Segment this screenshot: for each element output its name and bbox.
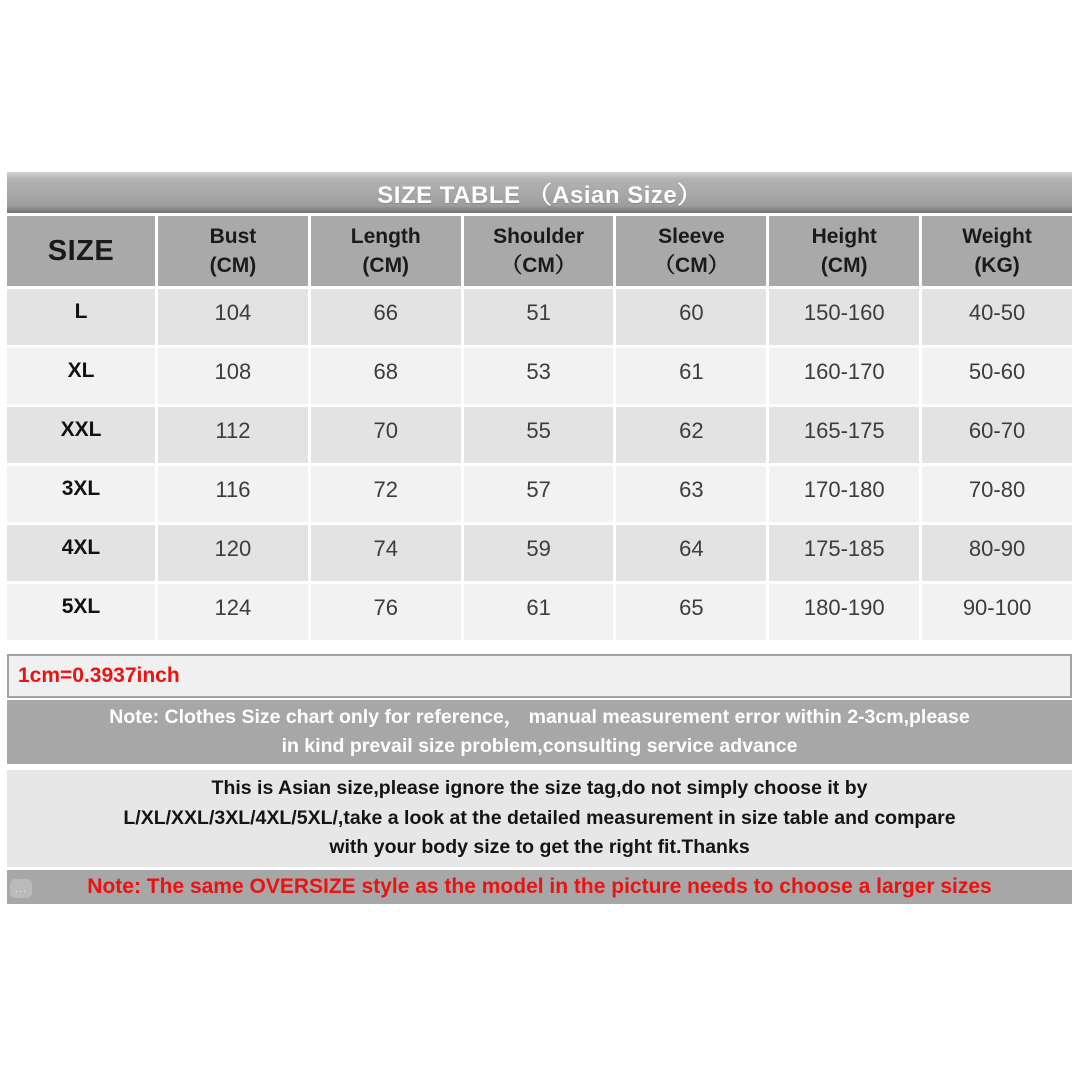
size-table-title-bar xyxy=(7,172,1072,213)
size-table xyxy=(7,216,1072,640)
header-unit: (CM) xyxy=(820,254,868,277)
header-unit: （CM） xyxy=(654,254,729,277)
size-cell: 5XL xyxy=(7,584,155,640)
size-cell: 3XL xyxy=(7,466,155,522)
oversize-note-bar xyxy=(7,870,1072,904)
header-label: Weight xyxy=(962,225,1032,248)
cm-inch-conversion-text: 1cm=0.3937inch xyxy=(18,664,180,687)
asian-size-note-block xyxy=(7,770,1072,867)
size-chart-sheet xyxy=(7,172,1072,904)
value-cell: 90-100 xyxy=(922,584,1072,640)
value-cell: 160-170 xyxy=(769,348,919,404)
oversize-note-text: Note: The same OVERSIZE style as the model in the picture needs to choose a larger sizes xyxy=(87,875,992,898)
value-cell: 104 xyxy=(158,289,308,345)
header-cell-weight xyxy=(922,216,1072,286)
header-unit: (CM) xyxy=(362,254,410,277)
value-cell: 60 xyxy=(616,289,766,345)
value-cell: 72 xyxy=(311,466,461,522)
header-cell-shoulder xyxy=(464,216,614,286)
value-cell: 80-90 xyxy=(922,525,1072,581)
size-cell: XXL xyxy=(7,407,155,463)
value-cell: 120 xyxy=(158,525,308,581)
value-cell: 112 xyxy=(158,407,308,463)
value-cell: 61 xyxy=(464,584,614,640)
value-cell: 74 xyxy=(311,525,461,581)
value-cell: 68 xyxy=(311,348,461,404)
header-label: Shoulder xyxy=(493,225,585,248)
value-cell: 60-70 xyxy=(922,407,1072,463)
reference-note-line: Note: Clothes Size chart only for reference， manual measurement error within 2-3cm,please xyxy=(109,706,970,728)
header-label: Length xyxy=(350,225,421,248)
header-cell-bust xyxy=(158,216,308,286)
value-cell: 50-60 xyxy=(922,348,1072,404)
reference-note-bar xyxy=(7,700,1072,764)
asian-size-note-line: This is Asian size,please ignore the size tag,do not simply choose it by xyxy=(211,777,868,800)
value-cell: 51 xyxy=(464,289,614,345)
value-cell: 170-180 xyxy=(769,466,919,522)
value-cell: 180-190 xyxy=(769,584,919,640)
value-cell: 165-175 xyxy=(769,407,919,463)
header-cell-height xyxy=(769,216,919,286)
value-cell: 175-185 xyxy=(769,525,919,581)
size-cell: L xyxy=(7,289,155,345)
value-cell: 53 xyxy=(464,348,614,404)
header-unit: (CM) xyxy=(209,254,257,277)
value-cell: 70-80 xyxy=(922,466,1072,522)
value-cell: 116 xyxy=(158,466,308,522)
asian-size-note-line: with your body size to get the right fit.Thanks xyxy=(329,836,750,859)
header-unit: (KG) xyxy=(974,254,1020,277)
watermark-dots: ... xyxy=(10,879,32,898)
asian-size-note-line: L/XL/XXL/3XL/4XL/5XL/,take a look at the detailed measurement in size table and compare xyxy=(123,806,956,829)
header-cell-sleeve xyxy=(616,216,766,286)
value-cell: 76 xyxy=(311,584,461,640)
value-cell: 108 xyxy=(158,348,308,404)
value-cell: 55 xyxy=(464,407,614,463)
value-cell: 124 xyxy=(158,584,308,640)
value-cell: 65 xyxy=(616,584,766,640)
value-cell: 40-50 xyxy=(922,289,1072,345)
header-label: Sleeve xyxy=(658,225,725,248)
cm-inch-conversion-bar xyxy=(7,654,1072,698)
value-cell: 70 xyxy=(311,407,461,463)
header-cell-size xyxy=(7,216,155,286)
value-cell: 66 xyxy=(311,289,461,345)
size-cell: 4XL xyxy=(7,525,155,581)
size-cell: XL xyxy=(7,348,155,404)
size-table-title: SIZE TABLE （Asian Size） xyxy=(377,182,702,209)
value-cell: 64 xyxy=(616,525,766,581)
value-cell: 59 xyxy=(464,525,614,581)
reference-note-line: in kind prevail size problem,consulting service advance xyxy=(281,735,798,757)
header-label: SIZE xyxy=(47,234,115,267)
value-cell: 57 xyxy=(464,466,614,522)
header-cell-length xyxy=(311,216,461,286)
header-unit: （CM） xyxy=(501,254,576,277)
header-label: Height xyxy=(811,225,877,248)
value-cell: 63 xyxy=(616,466,766,522)
value-cell: 150-160 xyxy=(769,289,919,345)
header-label: Bust xyxy=(209,225,257,248)
value-cell: 61 xyxy=(616,348,766,404)
value-cell: 62 xyxy=(616,407,766,463)
